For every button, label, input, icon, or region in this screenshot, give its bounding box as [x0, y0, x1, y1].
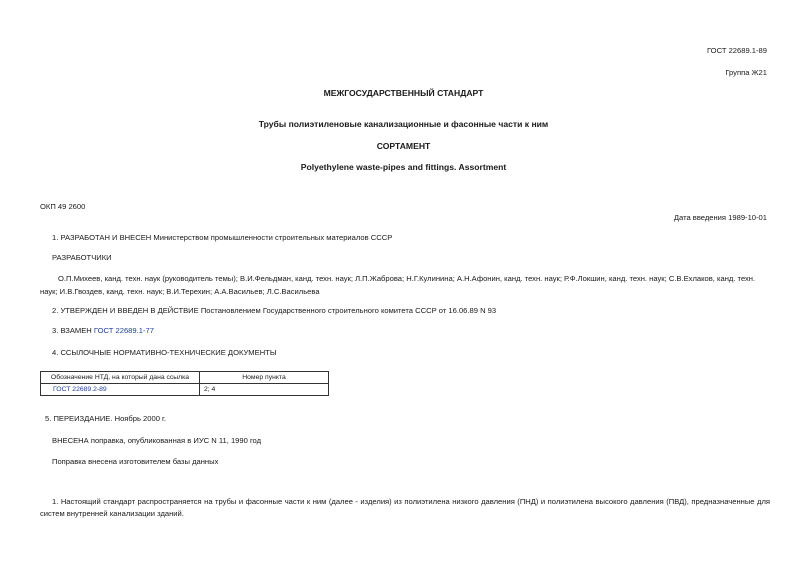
standard-type-heading: МЕЖГОСУДАРСТВЕННЫЙ СТАНДАРТ: [323, 88, 484, 98]
table-header-row: [41, 372, 329, 384]
section-2-text: Постановлением Государственного строительного комитета СССР от 16.06.89 N 93: [200, 306, 497, 315]
section-4-heading: 4. ССЫЛОЧНЫЕ НОРМАТИВНО-ТЕХНИЧЕСКИЕ ДОКУМЕНТЫ: [52, 348, 277, 357]
section-3: [52, 326, 154, 335]
ntd-table: [40, 371, 329, 396]
amendment-note: Поправка внесена изготовителем базы данных: [52, 457, 219, 466]
table-cell-item: 2; 4: [200, 384, 329, 396]
table-row: [41, 384, 329, 396]
group-label: Группа Ж21: [725, 68, 767, 77]
referenced-standard-link[interactable]: ГОСТ 22689.2-89: [53, 386, 107, 393]
document-subtitle: СОРТАМЕНТ: [376, 141, 431, 151]
section-2: [52, 306, 496, 315]
section-2-prefix: 2. УТВЕРЖДЕН И ВВЕДЕН В ДЕЙСТВИЕ: [52, 306, 199, 315]
developers-list: О.П.Михеев, канд. техн. наук (руководитель темы); В.И.Фельдман, канд. техн. наук; Л.П.Жаброва; Н.Г.Кулинина; А.Н.Афонин, канд. техн. наук; Р.Ф.Локшин, канд. техн. наук; С.В.Ехлаков, канд. техн. наук; И.В.Гвоздев, канд. техн. наук; В.И.Терехин; А.А.Васильев; Л.С.Васильева: [40, 274, 756, 296]
document-title-english: Polyethylene waste-pipes and fittings. Assortment: [300, 162, 507, 172]
section-1-prefix: 1. РАЗРАБОТАН И ВНЕСЕН: [52, 233, 152, 242]
amendment-prefix: ВНЕСЕНА: [52, 436, 89, 445]
table-header-doc: Обозначение НТД, на который дана ссылка: [41, 372, 200, 384]
section-5: [45, 414, 166, 423]
section-3-prefix: 3. ВЗАМЕН: [52, 326, 92, 335]
table-header-item: Номер пункта: [200, 372, 329, 384]
okp-code: ОКП 49 2600: [40, 202, 86, 211]
body-paragraph-1: 1. Настоящий стандарт распространяется на трубы и фасонные части к ним (далее - изделия) из полиэтилена низкого давления (ПНД) и полиэтилена высокого давления (ПВД), предназначенные для систем внутренней канализации зданий.: [40, 497, 770, 518]
amendment-text: поправка, опубликованная в ИУС N 11, 1990 год: [90, 436, 262, 445]
replaced-standard-link[interactable]: ГОСТ 22689.1-77: [93, 326, 154, 335]
table-cell-doc: [41, 384, 200, 396]
developers-heading: РАЗРАБОТЧИКИ: [52, 253, 112, 262]
intro-date: Дата введения 1989-10-01: [673, 213, 767, 222]
section-5-text: Ноябрь 2000 г.: [114, 414, 167, 423]
document-title: Трубы полиэтиленовые канализационные и фасонные части к ним: [258, 119, 549, 129]
section-1-text: Министерством промышленности строительных материалов СССР: [153, 233, 393, 242]
doc-code: ГОСТ 22689.1-89: [707, 46, 767, 55]
amendment-line: [52, 436, 261, 445]
section-5-prefix: 5. ПЕРЕИЗДАНИЕ.: [45, 414, 113, 423]
section-1: [52, 233, 392, 242]
